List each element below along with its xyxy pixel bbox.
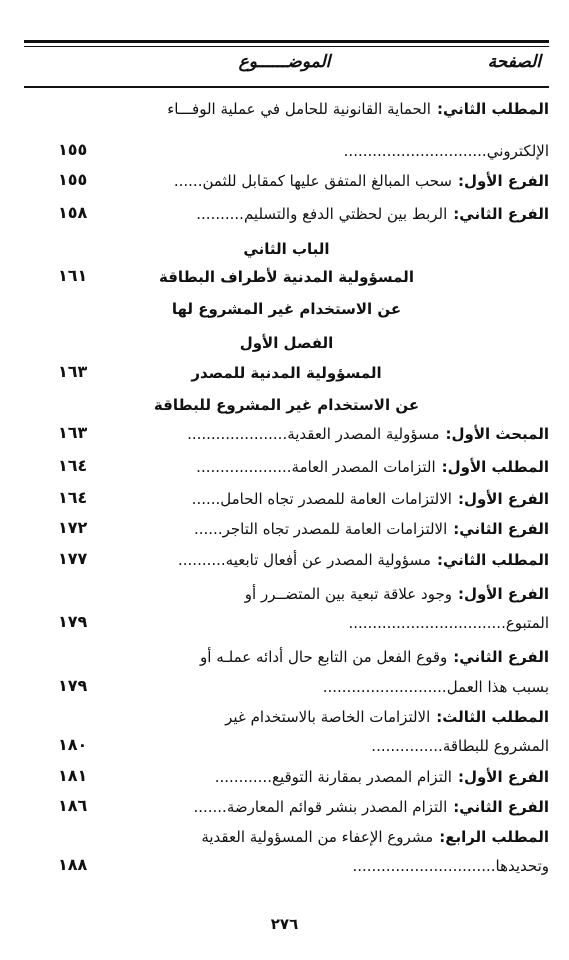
- toc-entry-title: المسؤولية المدنية لأطراف البطاقة: [159, 268, 414, 286]
- toc-entry-label: الفرع الثاني:: [453, 798, 549, 816]
- toc-entry: [24, 425, 549, 443]
- toc-entry: [24, 396, 549, 414]
- toc-entry-page: ١٧٩: [58, 676, 88, 695]
- toc-entry: [24, 798, 549, 816]
- toc-entry-label: الفرع الأول:: [457, 768, 549, 786]
- toc-entry-title: الالتزامات العامة للمصدر تجاه التاجر......: [193, 520, 448, 538]
- toc-entry-title: المسؤولية المدنية للمصدر: [191, 364, 382, 382]
- toc-entry-title: مشروع الإعفاء من المسؤولية العقدية: [201, 828, 434, 846]
- toc-entry-title: وتحديدها..............................: [352, 857, 549, 875]
- toc-entry-title: الحماية القانونية للحامل في عملية الوفـــاء: [167, 100, 431, 118]
- toc-entry: [24, 268, 549, 286]
- toc-entry-title: التزام المصدر بمقارنة التوقيع............: [214, 768, 452, 786]
- toc-entry-label: الفرع الأول:: [457, 490, 549, 508]
- toc-entry: [24, 768, 549, 786]
- toc-entry-page: ١٨١: [58, 766, 88, 785]
- header-topic: الموضــــــوع: [238, 52, 331, 72]
- toc-entry-page: ١٦٤: [58, 488, 88, 507]
- toc-entry-page: ١٥٨: [58, 203, 88, 222]
- toc-entry: [24, 334, 549, 352]
- toc-entry-title: الالتزامات العامة للمصدر تجاه الحامل......: [191, 490, 452, 508]
- toc-entry-label: الفرع الأول:: [457, 585, 549, 603]
- toc-entry: [24, 300, 549, 318]
- toc-entry-title: وقوع الفعل من التابع حال أدائه عملـه أو: [200, 648, 448, 666]
- toc-entry: [24, 240, 549, 258]
- toc-entry: [24, 678, 569, 696]
- toc-entry-title: المشروع للبطاقة...............: [371, 737, 549, 755]
- toc-entry-label: الفرع الثاني:: [453, 520, 549, 538]
- toc-entry: [24, 648, 549, 666]
- toc-entry-page: ١٦٤: [58, 456, 88, 475]
- toc-entry: [24, 100, 549, 118]
- toc-entry-title: الربط بين لحظتي الدفع والتسليم..........: [196, 205, 448, 223]
- toc-entry-title: عن الاستخدام غير المشروع لها: [171, 300, 402, 318]
- toc-entry: [24, 551, 549, 569]
- toc-entry-page: ١٦٣: [58, 362, 88, 381]
- toc-entry-title: مسؤولية المصدر العقدية.....................: [187, 425, 440, 443]
- toc-entry-title: الإلكتروني..............................: [343, 142, 549, 160]
- toc-entry-title: سحب المبالغ المتفق عليها كمقابل للثمن......: [173, 172, 452, 190]
- toc-entry-page: ١٥٥: [58, 170, 88, 189]
- toc-entry: [24, 172, 549, 190]
- page-number: ٢٧٦: [270, 915, 299, 933]
- toc-entry: [24, 708, 549, 726]
- toc-entry: [24, 205, 549, 223]
- toc-entry-label: المطلب الثاني:: [436, 551, 549, 569]
- toc-entry-title: الالتزامات الخاصة بالاستخدام غير: [225, 708, 431, 726]
- toc-entry-page: ١٦١: [58, 266, 88, 285]
- toc-entry-label: الفرع الأول:: [457, 172, 549, 190]
- toc-entry-title: الفصل الأول: [239, 334, 334, 352]
- toc-entry: [24, 737, 569, 755]
- toc-entry-label: المطلب الرابع:: [439, 828, 549, 846]
- header-rule-bottom: [24, 86, 549, 88]
- header-rule-thin: [24, 46, 549, 47]
- toc-entry-title: الباب الثاني: [243, 240, 330, 258]
- toc-entry-title: المتبوع.................................: [348, 614, 549, 632]
- toc-entry: [24, 857, 569, 875]
- toc-entry: [24, 614, 569, 632]
- toc-entry-page: ١٧٩: [58, 612, 88, 631]
- toc-entry-label: المطلب الثالث:: [436, 708, 549, 726]
- toc-entry: [24, 458, 549, 476]
- toc-entry: [24, 828, 549, 846]
- toc-entry: [24, 364, 549, 382]
- toc-entry-label: المبحث الأول:: [445, 425, 549, 443]
- toc-entry-title: مسؤولية المصدر عن أفعال تابعيه..........: [178, 551, 431, 569]
- toc-entry: [24, 585, 549, 603]
- toc-entry-page: ١٧٧: [58, 549, 88, 568]
- toc-entry: [24, 520, 549, 538]
- toc-entry-label: المطلب الثاني:: [436, 100, 549, 118]
- toc-entry-title: عن الاستخدام غير المشروع للبطاقة: [153, 396, 420, 414]
- toc-entry: [24, 490, 549, 508]
- toc-entry-page: ١٦٣: [58, 423, 88, 442]
- toc-entry-page: ١٨٦: [58, 796, 88, 815]
- toc-entry-page: ١٨٨: [58, 855, 88, 874]
- toc-entry-page: ١٥٥: [58, 140, 88, 159]
- toc-entry-title: وجود علاقة تبعية بين المتضــرر أو: [244, 585, 452, 603]
- toc-entry-label: الفرع الثاني:: [453, 205, 549, 223]
- toc-entry-title: التزام المصدر بنشر قوائم المعارضة.......: [193, 798, 448, 816]
- header-page: الصفحة: [487, 52, 541, 72]
- toc-entry-label: المطلب الأول:: [441, 458, 549, 476]
- header-rule-top: [24, 40, 549, 43]
- toc-entry: [24, 142, 569, 160]
- toc-entry-page: ١٨٠: [58, 735, 88, 754]
- toc-entry-title: بسبب هذا العمل..........................: [322, 678, 549, 696]
- toc-entry-label: الفرع الثاني:: [453, 648, 549, 666]
- toc-entry-page: ١٧٢: [58, 518, 88, 537]
- toc-entry-title: التزامات المصدر العامة....................: [196, 458, 436, 476]
